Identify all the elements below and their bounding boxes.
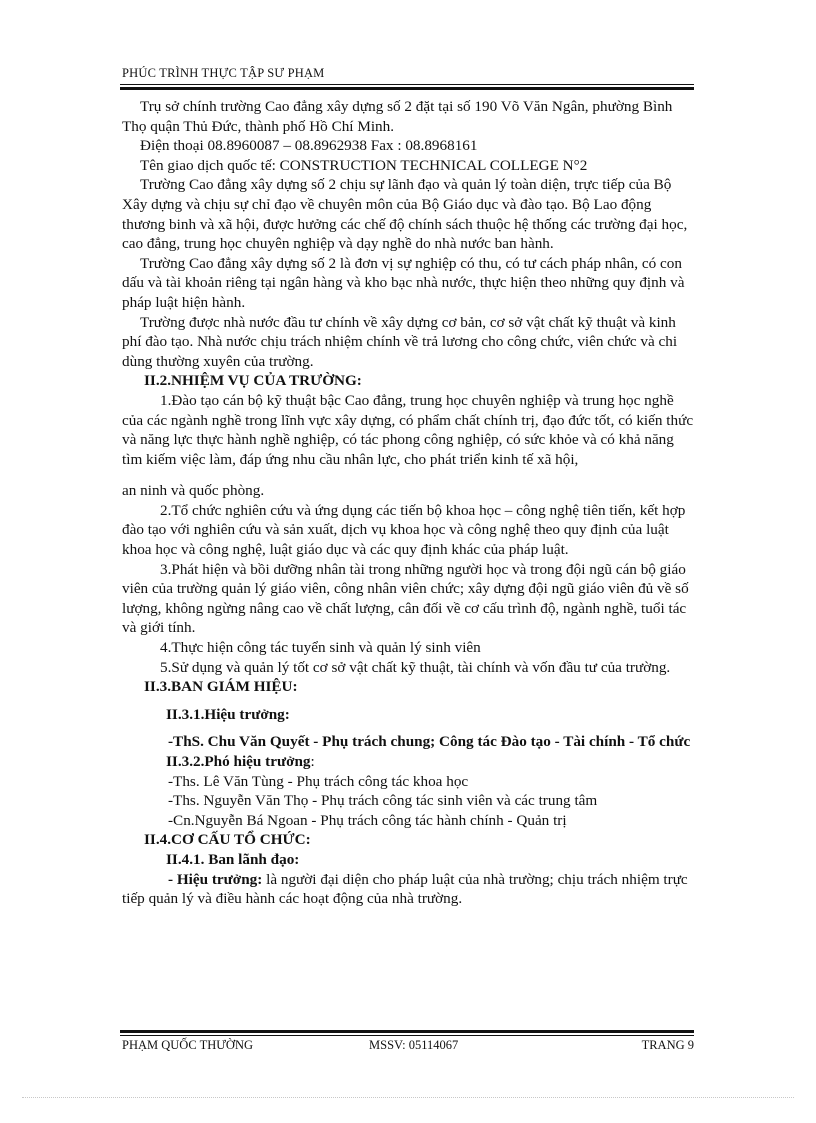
footer-author: PHẠM QUỐC THƯỜNG xyxy=(122,1038,254,1052)
vice-principal-3: -Cn.Nguyễn Bá Ngoan - Phụ trách công tác hành chính - Quản trị xyxy=(168,811,567,829)
paragraph-legal-status: Trường Cao đẳng xây dựng số 2 là đơn vị sự nghiệp có thu, có tư cách pháp nhân, có con dấu và tài khoản riêng tại ngân hàng và kho bạc nhà nước, thực hiện theo những quy định và pháp luật hiện hành. xyxy=(122,254,685,311)
task-2: 2.Tổ chức nghiên cứu và ứng dụng các tiến bộ khoa học – công nghệ tiên tiến, kết hợp đào tạo với nghiên cứu và sản xuất, dịch vụ khoa học và công nghệ theo quy định của luật khoa học và công nghệ, luật giáo dục và các quy định khác của pháp luật. xyxy=(122,501,686,559)
paragraph-governance: Trường Cao đẳng xây dựng số 2 chịu sự lãnh đạo và quản lý toàn diện, trực tiếp của Bộ Xây dựng và chịu sự chỉ đạo về chuyên môn của Bộ Giáo dục và đào tạo. Bộ Lao động thương binh và xã hội, được hưởng các chế độ chính sách thuộc hệ thống các trường đại học, cao đẳng, trung học chuyên nghiệp và dạy nghề do nhà nước ban hành. xyxy=(122,176,688,253)
paragraph-principal-role xyxy=(122,870,694,909)
document-body xyxy=(122,97,694,909)
heading-ii41: II.4.1. Ban lãnh đạo: xyxy=(166,850,300,868)
vice-principal-2: -Ths. Nguyễn Văn Thọ - Phụ trách công tác sinh viên và các trung tâm xyxy=(168,792,598,810)
paragraph-intl-name: Tên giao dịch quốc tế: CONSTRUCTION TECHNICAL COLLEGE N°2 xyxy=(140,156,588,174)
heading-ii4: II.4.CƠ CẤU TỔ CHỨC: xyxy=(144,831,311,849)
task-4: 4.Thực hiện công tác tuyển sinh và quản lý sinh viên xyxy=(160,639,481,657)
task-1-continued: an ninh và quốc phòng. xyxy=(122,482,265,500)
footer-rule-thin xyxy=(120,1035,694,1036)
task-1: 1.Đào tạo cán bộ kỹ thuật bậc Cao đẳng, trung học chuyên nghiệp và trung học nghề của các ngành nghề trong lĩnh vực xây dựng, có phẩm chất chính trị, đạo đức tốt, có kiến thức và năng lực thực hành nghề nghiệp, có tác phong công nghiệp, có sức khỏe và có khả năng tìm kiếm việc làm, đáp ứng nhu cầu nhân lực, cho phát triển kinh tế xã hội, xyxy=(122,391,694,468)
task-5: 5.Sử dụng và quản lý tốt cơ sở vật chất kỹ thuật, tài chính và vốn đầu tư của trường. xyxy=(160,658,671,676)
footer-page-number: TRANG 9 xyxy=(641,1038,694,1052)
vice-principal-1: -Ths. Lê Văn Tùng - Phụ trách công tác khoa học xyxy=(168,772,469,790)
paragraph-address: Trụ sở chính trường Cao đẳng xây dựng số 2 đặt tại số 190 Võ Văn Ngân, phường Bình Thọ quận Thủ Đức, thành phố Hồ Chí Minh. xyxy=(122,98,673,135)
heading-ii32-line xyxy=(122,752,694,772)
footer-student-id: MSSV: 05114067 xyxy=(369,1038,459,1052)
header-rule-thick xyxy=(120,87,694,90)
task-3: 3.Phát hiện và bồi dưỡng nhân tài trong những người học và trong đội ngũ cán bộ giáo viên của trường quản lý giáo viên, công nhân viên chức; xây dựng đội ngũ giáo viên đủ về số lượng, không ngừng nâng cao về chất lượng, cân đối về cơ cấu trình độ, ngành nghề, tuổi tác và giới tính. xyxy=(122,560,689,637)
heading-ii32: II.3.2.Phó hiệu trưởng xyxy=(166,753,311,770)
footer-rule-thick xyxy=(120,1030,694,1033)
heading-ii3: II.3.BAN GIÁM HIỆU: xyxy=(144,678,298,696)
principal-line: -ThS. Chu Văn Quyết - Phụ trách chung; Công tác Đào tạo - Tài chính - Tổ chức xyxy=(168,733,691,751)
page-header-title: PHÚC TRÌNH THỰC TẬP SƯ PHẠM xyxy=(122,66,325,80)
header-rule-thin xyxy=(120,84,694,85)
heading-ii31: II.3.1.Hiệu trưởng: xyxy=(166,705,290,723)
paragraph-funding: Trường được nhà nước đầu tư chính về xây dựng cơ bản, cơ sở vật chất kỹ thuật và kinh phí đào tạo. Nhà nước chịu trách nhiệm chính về trả lương cho công chức, viên chức và chi dùng thường xuyên của trường. xyxy=(122,313,678,370)
principal-role-text: là người đại diện cho pháp luật của nhà trường; chịu trách nhiệm trực tiếp quản lý và điều hành các hoạt động của nhà trường. xyxy=(122,870,688,908)
heading-ii32-colon: : xyxy=(310,753,315,770)
principal-role-label: - Hiệu trưởng: xyxy=(168,870,263,888)
paragraph-phone: Điện thoại 08.8960087 – 08.8962938 Fax : 08.8968161 xyxy=(140,137,478,155)
page-edge-dotted-line xyxy=(22,1097,794,1098)
heading-ii2: II.2.NHIỆM VỤ CỦA TRƯỜNG: xyxy=(144,372,362,390)
